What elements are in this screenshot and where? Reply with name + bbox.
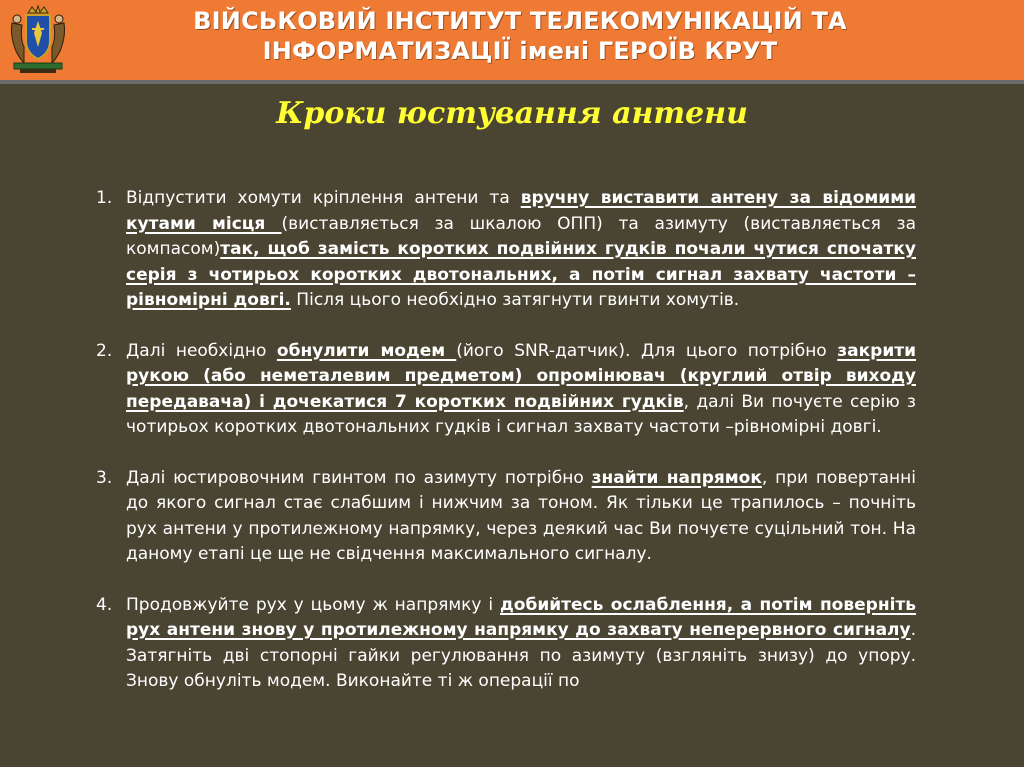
step-item [94,339,916,441]
institute-title-line2: ІНФОРМАТИЗАЦІЇ імені ГЕРОЇВ КРУТ [262,37,778,65]
step-number: 4. [96,594,113,615]
step-number: 3. [96,467,113,488]
step-emphasis: знайти напрямок [591,467,762,488]
coat-of-arms-icon [6,3,70,75]
step-text: Продовжуйте рух у цьому ж напрямку і [126,594,501,615]
step-emphasis: вручну виставити антену за відомими кутами місця [126,188,917,234]
step-item [94,186,916,314]
step-text: . Затягніть дві стопорні гайки регулювання по азимуту (взгляніть знизу) до упору. Знову обнуліть модем. Виконайте ті ж операції по [126,620,916,691]
step-text: (його SNR-датчик). Для цього потрібно [456,340,838,361]
step-item [94,466,916,568]
step-number: 2. [96,340,113,361]
step-emphasis: закрити рукою (або неметалевим предметом) опромінювач (круглий отвір виходу передавача) і дочекатися 7 коротких подвійних гудків [126,340,916,412]
slide-title: Кроки юстування антени [276,96,748,131]
step-text: Після цього необхідно затягнути гвинти хомутів. [290,290,740,310]
institute-title-line1: ВІЙСЬКОВИЙ ІНСТИТУТ ТЕЛЕКОМУНІКАЦІЙ ТА [193,7,847,35]
step-item [94,593,916,695]
header-divider [0,80,1024,84]
step-text: , при повертанні до якого сигнал стає слабшим і нижчим за тоном. Як тільки це трапилось – почніть рух антени у протилежному напрямку, через деякий час Ви почуєте суцільний тон. На даному етапі це ще не свідчення максимального сигналу. [126,467,916,564]
step-text: , далі Ви почуєте серію з чотирьох коротких двотональних гудків і сигнал захвату частоти –рівномірні довгі. [126,391,916,437]
step-text: (виставляється за шкалою ОПП) та азимуту (виставляється за компасом) [126,213,916,259]
step-emphasis: обнулити модем [276,340,457,361]
step-emphasis: так, щоб замість коротких подвійних гудків почали чутися спочатку серія з чотирьох коротких двотональних, а потім сигнал захвату частоти – рівномірні довгі. [126,239,916,310]
step-text: Відпустити хомути кріплення антени та [126,188,521,208]
step-emphasis: добийтесь ослаблення, а потім поверніть рух антени знову у протилежному напрямку до захвату неперервного сигналу [126,594,916,640]
step-number: 1. [96,188,113,208]
institute-title [90,6,950,66]
step-text: Далі необхідно [126,340,277,361]
step-text: Далі юстировочним гвинтом по азимуту потрібно [126,467,592,488]
header-bar [0,0,1024,80]
steps-list [94,186,916,720]
